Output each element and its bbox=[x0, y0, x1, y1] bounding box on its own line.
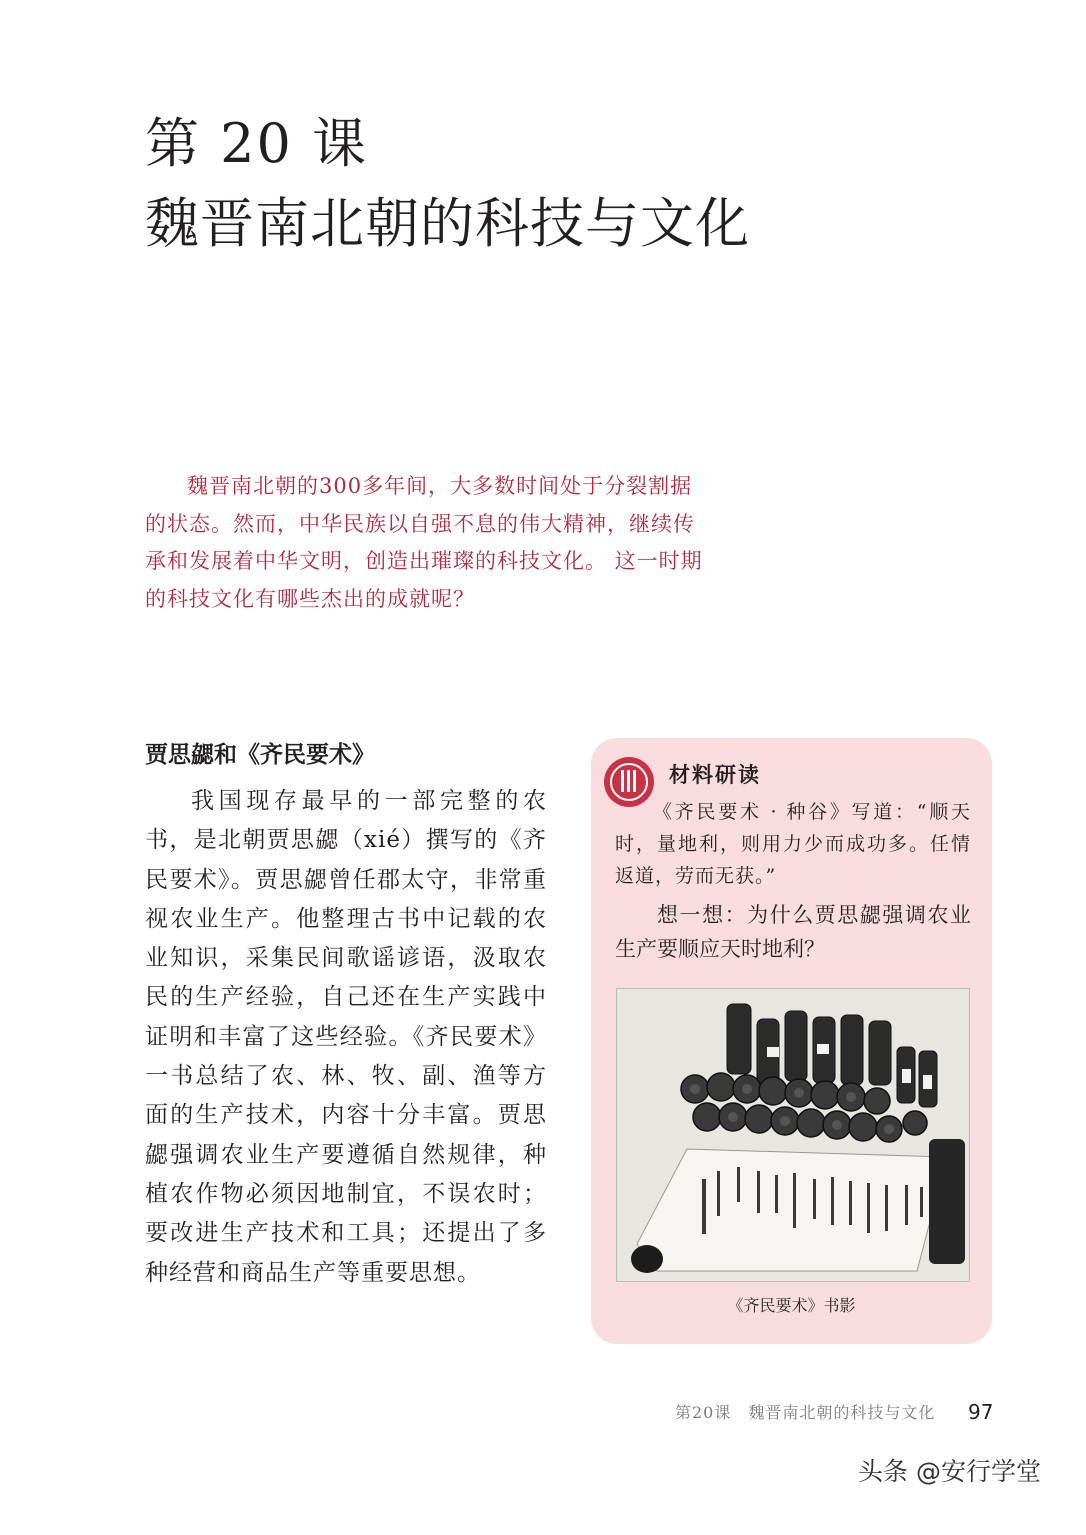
material-reading-box bbox=[591, 738, 992, 1344]
lesson-number: 第 20 课 bbox=[145, 112, 369, 175]
page-number: 97 bbox=[968, 1400, 994, 1424]
watermark-text: 头条 @安行学堂 bbox=[858, 1457, 1041, 1486]
book-scroll-photo bbox=[616, 988, 970, 1282]
running-header: 第20课 魏晋南北朝的科技与文化 bbox=[675, 1403, 936, 1422]
section-heading: 贾思勰和《齐民要术》 bbox=[145, 742, 375, 768]
material-quote: 《齐民要术 · 种谷》写道：“顺天时，量地利，则用力少而成功多。任情返道，劳而无获。” bbox=[615, 801, 971, 887]
lesson-title: 魏晋南北朝的科技与文化 bbox=[145, 192, 750, 255]
think-question: 想一想：为什么贾思勰强调农业生产要顺应天时地利？ bbox=[615, 903, 971, 961]
intro-paragraph: 魏晋南北朝的300多年间，大多数时间处于分裂割据的状态。然而，中华民族以自强不息的伟大精神，继续传承和发展着中华文明，创造出璀璨的科技文化。 这一时期的科技文化有哪些杰出的成就呢？ bbox=[145, 474, 703, 611]
material-reading-title: 材料研读 bbox=[669, 763, 761, 787]
photo-caption: 《齐民要术》书影 bbox=[727, 1296, 856, 1315]
section-body: 我国现存最早的一部完整的农书，是北朝贾思勰（xié）撰写的《齐民要术》。贾思勰曾任郡太守，非常重视农业生产。他整理古书中记载的农业知识，采集民间歌谣谚语，汲取农民的生产经验，自己还在生产实践中证明和丰富了这些经验。《齐民要术》一书总结了农、林、牧、副、渔等方面的生产技术，内容十分丰富。贾思勰强调农业生产要遵循自然规律，种植农作物必须因地制宜，不误农时；要改进生产技术和工具；还提出了多种经营和商品生产等重要思想。 bbox=[145, 788, 547, 1286]
